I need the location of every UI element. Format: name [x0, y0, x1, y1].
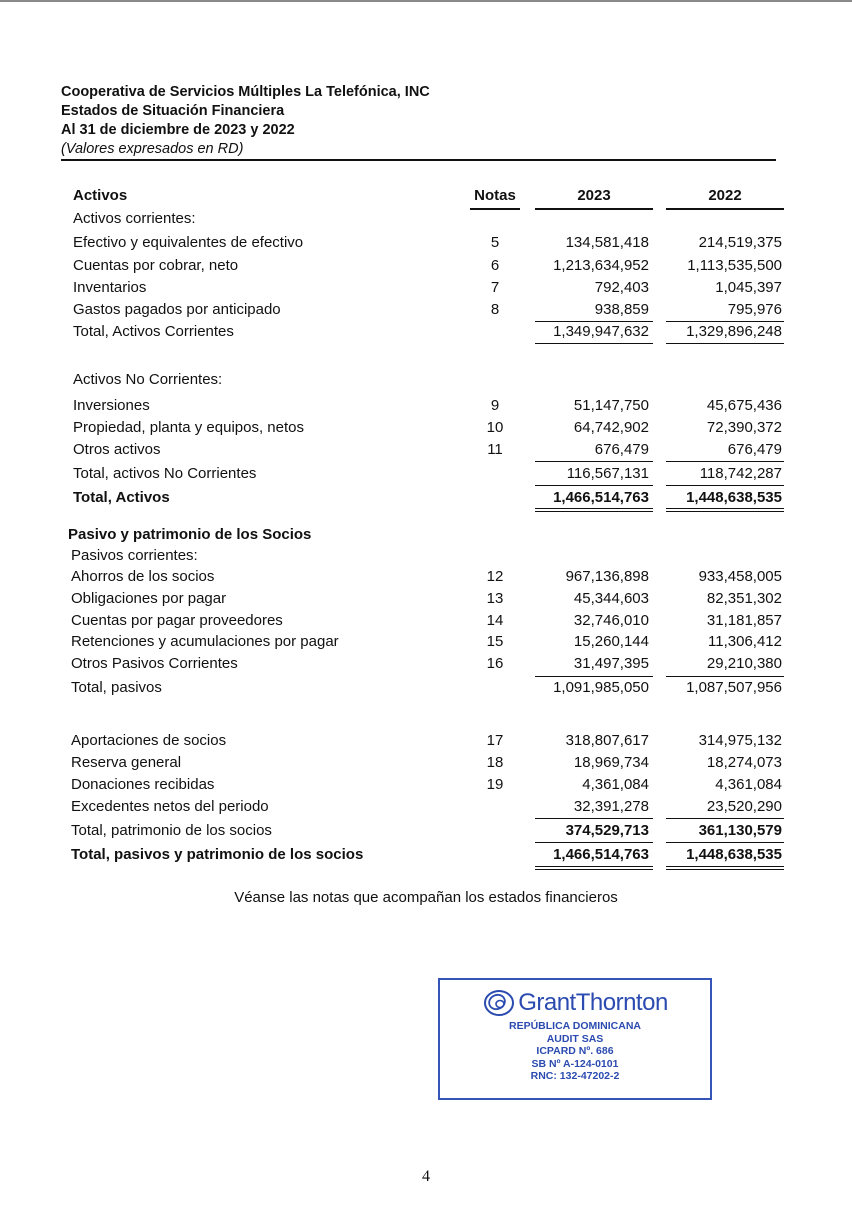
row-value-2023: 938,859	[594, 301, 649, 318]
row-value-2022: 1,113,535,500	[687, 257, 782, 274]
row-label: Excedentes netos del periodo	[71, 798, 269, 815]
subtotal-row	[0, 678, 852, 698]
row-value-2022: 1,448,638,535	[686, 489, 782, 506]
row-value-2022: 361,130,579	[698, 822, 782, 839]
table-row	[0, 300, 852, 320]
row-value-2022: 4,361,084	[715, 776, 782, 793]
row-note: 6	[490, 257, 500, 274]
swirl-logo-icon	[482, 988, 516, 1018]
table-row	[0, 440, 852, 460]
row-value-2023: 45,344,603	[573, 590, 649, 607]
grand-total-row	[0, 845, 852, 865]
table-row	[0, 753, 852, 773]
row-note: 5	[490, 234, 500, 251]
row-value-2023: 318,807,617	[565, 732, 649, 749]
statement-title: Estados de Situación Financiera	[61, 103, 285, 119]
statement-date: Al 31 de diciembre de 2023 y 2022	[61, 122, 295, 138]
table-row	[0, 418, 852, 438]
footnote: Véanse las notas que acompañan los estados financieros	[234, 889, 618, 906]
table-row	[0, 256, 852, 276]
stamp-line: ICPARD Nº. 686	[536, 1045, 614, 1057]
row-label: Gastos pagados por anticipado	[73, 301, 281, 318]
row-label: Total, activos No Corrientes	[73, 465, 257, 482]
company-name: Cooperativa de Servicios Múltiples La Telefónica, INC	[61, 84, 430, 100]
total-double-rule	[535, 508, 653, 512]
row-value-2022: 314,975,132	[698, 732, 782, 749]
row-value-2022: 29,210,380	[706, 655, 782, 672]
subtotal-rule	[666, 485, 784, 486]
row-label: Total, Activos	[73, 489, 170, 506]
row-value-2023: 18,969,734	[573, 754, 649, 771]
current-assets-heading-row	[0, 209, 852, 229]
row-value-2023: 116,567,131	[566, 465, 649, 482]
row-value-2023: 51,147,750	[573, 397, 649, 414]
auditor-stamp	[438, 978, 712, 1100]
row-note: 16	[486, 655, 504, 672]
row-note: 11	[487, 441, 503, 458]
table-row	[0, 632, 852, 652]
row-value-2023: 374,529,713	[565, 822, 649, 839]
subtotal-row	[0, 322, 852, 342]
row-value-2023: 1,091,985,050	[553, 679, 649, 696]
total-double-rule	[666, 866, 784, 870]
subtotal-rule	[535, 485, 653, 486]
table-row	[0, 654, 852, 674]
row-value-2022: 31,181,857	[706, 612, 782, 629]
row-value-2022: 676,479	[727, 441, 782, 458]
noncurrent-assets-heading: Activos No Corrientes:	[73, 371, 223, 388]
table-row	[0, 278, 852, 298]
subtotal-row	[0, 464, 852, 484]
row-label: Obligaciones por pagar	[71, 590, 227, 607]
stamp-line: RNC: 132-47202-2	[530, 1070, 620, 1082]
row-label: Otros activos	[73, 441, 161, 458]
assets-heading: Activos	[73, 187, 128, 204]
stamp-line: AUDIT SAS	[546, 1032, 604, 1045]
currency-note: (Valores expresados en RD)	[61, 140, 776, 161]
table-row	[0, 611, 852, 631]
row-note: 15	[486, 633, 504, 650]
row-value-2023: 676,479	[594, 441, 649, 458]
row-value-2022: 1,448,638,535	[686, 846, 782, 863]
total-double-rule	[666, 508, 784, 512]
subtotal-rule	[666, 818, 784, 819]
table-row	[0, 775, 852, 795]
row-value-2023: 4,361,084	[582, 776, 649, 793]
row-label: Aportaciones de socios	[71, 732, 227, 749]
row-value-2022: 45,675,436	[706, 397, 782, 414]
row-label: Efectivo y equivalentes de efectivo	[73, 234, 304, 251]
current-liabilities-heading: Pasivos corrientes:	[71, 547, 198, 564]
row-label: Total, Activos Corrientes	[73, 323, 234, 340]
row-value-2022: 11,306,412	[708, 633, 782, 650]
row-label: Reserva general	[71, 754, 182, 771]
row-note: 19	[486, 776, 504, 793]
liabilities-section-heading-row	[0, 525, 852, 545]
row-label: Total, patrimonio de los socios	[71, 822, 272, 839]
row-value-2022: 23,520,290	[706, 798, 782, 815]
row-value-2022: 1,087,507,956	[686, 679, 782, 696]
liabilities-equity-heading: Pasivo y patrimonio de los Socios	[68, 526, 312, 543]
row-value-2023: 967,136,898	[565, 568, 649, 585]
row-note: 7	[490, 279, 500, 296]
table-row	[0, 731, 852, 751]
row-value-2022: 1,045,397	[715, 279, 782, 296]
noncurrent-assets-heading-row	[0, 370, 852, 390]
stamp-line: SB Nº A-124-0101	[531, 1057, 619, 1070]
stamp-logo	[440, 986, 710, 1020]
row-value-2023: 1,466,514,763	[553, 846, 649, 863]
subtotal-rule	[666, 842, 784, 843]
row-label: Cuentas por cobrar, neto	[73, 257, 239, 274]
row-note: 13	[486, 590, 504, 607]
subtotal-rule	[666, 676, 784, 677]
row-note: 18	[486, 754, 504, 771]
subtotal-rule	[535, 842, 653, 843]
row-value-2023: 1,466,514,763	[553, 489, 649, 506]
row-note: 17	[486, 732, 504, 749]
row-label: Otros Pasivos Corrientes	[71, 655, 238, 672]
page-number: 4	[422, 1168, 430, 1185]
table-row	[0, 396, 852, 416]
row-note: 14	[486, 612, 504, 629]
subtotal-rule	[535, 676, 653, 677]
row-label: Total, pasivos	[71, 679, 162, 696]
row-label: Inversiones	[73, 397, 150, 414]
stamp-line: REPÚBLICA DOMINICANA	[508, 1020, 642, 1032]
current-liabilities-heading-row	[0, 546, 852, 566]
table-row	[0, 797, 852, 817]
row-value-2022: 82,351,302	[706, 590, 782, 607]
row-note: 9	[490, 397, 500, 414]
total-double-rule	[535, 866, 653, 870]
subtotal-row	[0, 821, 852, 841]
row-note: 12	[486, 568, 504, 585]
row-value-2022: 72,390,372	[706, 419, 782, 436]
table-row	[0, 233, 852, 253]
row-value-2023: 792,403	[594, 279, 649, 296]
subtotal-rule	[666, 461, 784, 462]
row-note: 10	[486, 419, 504, 436]
stamp-firm-name: GrantThornton	[518, 989, 668, 1016]
year-2022-header: 2022	[666, 186, 784, 210]
row-value-2023: 1,349,947,632	[553, 323, 649, 340]
row-value-2023: 32,746,010	[573, 612, 649, 629]
notes-column-header: Notas	[470, 186, 520, 210]
row-value-2023: 134,581,418	[565, 234, 649, 251]
table-row	[0, 567, 852, 587]
row-value-2023: 15,260,144	[573, 633, 649, 650]
row-value-2022: 795,976	[727, 301, 782, 318]
current-assets-heading: Activos corrientes:	[73, 210, 196, 227]
row-value-2023: 64,742,902	[573, 419, 649, 436]
row-note: 8	[490, 301, 500, 318]
subtotal-rule	[535, 461, 653, 462]
total-assets-row	[0, 488, 852, 508]
row-label: Total, pasivos y patrimonio de los socios	[71, 846, 364, 863]
row-value-2022: 214,519,375	[698, 234, 782, 251]
row-value-2022: 933,458,005	[698, 568, 782, 585]
subtotal-rule	[535, 343, 653, 344]
subtotal-rule	[666, 343, 784, 344]
row-label: Inventarios	[73, 279, 147, 296]
table-row	[0, 589, 852, 609]
row-label: Cuentas por pagar proveedores	[71, 612, 283, 629]
subtotal-rule	[535, 818, 653, 819]
year-2023-header: 2023	[535, 186, 653, 210]
row-label: Retenciones y acumulaciones por pagar	[71, 633, 339, 650]
row-value-2022: 118,742,287	[699, 465, 782, 482]
row-value-2022: 1,329,896,248	[686, 323, 782, 340]
row-value-2023: 1,213,634,952	[553, 257, 649, 274]
column-header-row	[0, 186, 852, 206]
row-value-2023: 32,391,278	[573, 798, 649, 815]
row-value-2022: 18,274,073	[706, 754, 782, 771]
row-label: Propiedad, planta y equipos, netos	[73, 419, 304, 436]
row-value-2023: 31,497,395	[573, 655, 649, 672]
row-label: Ahorros de los socios	[71, 568, 215, 585]
row-label: Donaciones recibidas	[71, 776, 215, 793]
